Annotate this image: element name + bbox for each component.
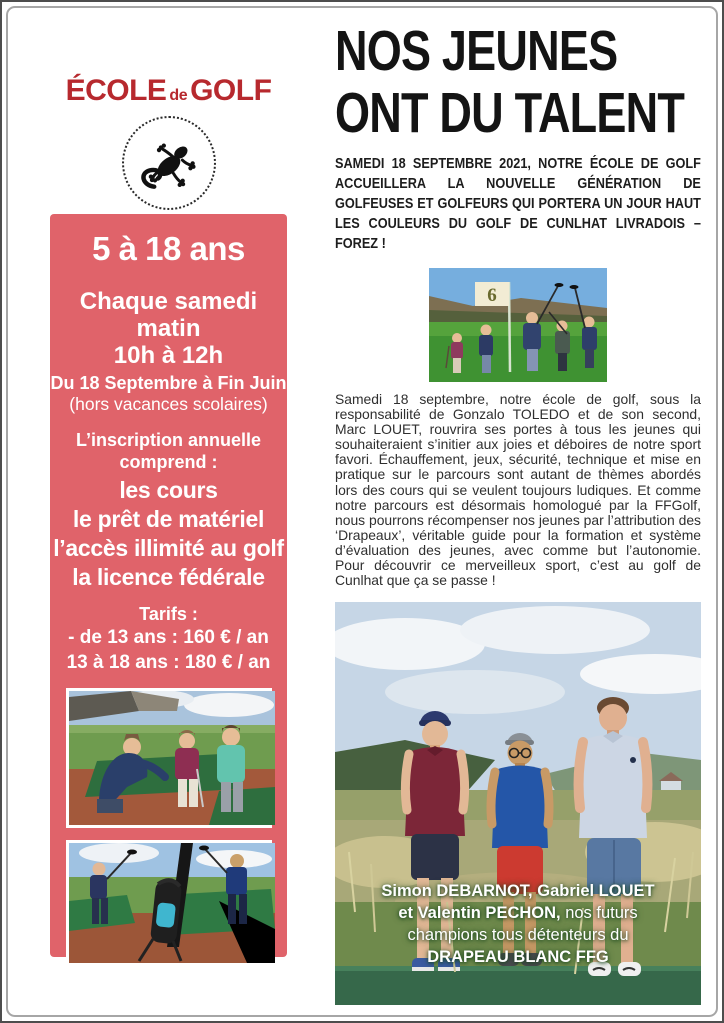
schedule-line2: 10h à 12h bbox=[113, 342, 224, 370]
logo-word-golf: GOLF bbox=[190, 74, 272, 107]
lead-date: SAMEDI 18 SEPTEMBRE 2021, bbox=[335, 155, 531, 172]
lead-paragraph bbox=[335, 154, 701, 254]
caption-text-2: nos futurs bbox=[560, 904, 638, 923]
logo-title bbox=[50, 74, 287, 108]
season-period-note: (hors vacances scolaires) bbox=[69, 394, 268, 415]
article bbox=[335, 20, 701, 1005]
headline bbox=[335, 20, 701, 144]
logo-word-de: de bbox=[169, 87, 188, 104]
photo-green-wrap bbox=[335, 268, 701, 382]
gecko-icon bbox=[122, 116, 216, 210]
inscription-line1: L’inscription annuelle bbox=[75, 430, 262, 451]
caption-line4: DRAPEAU BLANC FFG bbox=[427, 948, 609, 967]
photo-driving-range bbox=[66, 840, 272, 966]
season-period: Du 18 Septembre à Fin Juin bbox=[50, 373, 287, 394]
tarif-item: - de 13 ans : 160 € / an bbox=[68, 626, 269, 648]
caption-line1 bbox=[335, 880, 701, 902]
info-panel bbox=[50, 214, 287, 957]
tarif-item: 13 à 18 ans : 180 € / an bbox=[66, 652, 271, 674]
benefit-item: l’accès illimité au golf bbox=[53, 535, 284, 562]
photo-golf-green bbox=[429, 268, 607, 382]
benefit-item: la licence fédérale bbox=[72, 564, 265, 591]
photo-practice-kids bbox=[66, 688, 272, 828]
flag-number: 6 bbox=[487, 285, 497, 306]
caption-line3: champions tous détenteurs du bbox=[407, 926, 629, 945]
photo-caption bbox=[335, 880, 701, 968]
schedule-line1: Chaque samedi matin bbox=[79, 288, 258, 343]
school-logo bbox=[50, 74, 287, 210]
inscription-line2: comprend : bbox=[119, 452, 218, 473]
tarifs-label: Tarifs : bbox=[139, 603, 198, 624]
lead-text: NOTRE ÉCOLE DE GOLF ACCUEILLERA LA NOUVELLE GÉNÉRATION DE GOLFEUSES ET GOLFEURS QUI PORTERA UN JOUR HAUT LES COULEURS DU GOLF DE CUNLHAT LIVRADOIS – FOREZ ! bbox=[335, 155, 701, 252]
benefit-item: le prêt de matériel bbox=[72, 506, 265, 533]
inscription-intro bbox=[50, 430, 287, 474]
photo-three-champions bbox=[335, 602, 701, 1005]
schedule bbox=[50, 288, 287, 369]
headline-line1: NOS JEUNES bbox=[335, 19, 618, 83]
caption-names-2: et Valentin PECHON, bbox=[398, 904, 561, 923]
benefit-item: les cours bbox=[119, 477, 218, 504]
caption-line2 bbox=[335, 902, 701, 924]
headline-line2: ONT DU TALENT bbox=[335, 81, 685, 145]
logo-word-ecole: ÉCOLE bbox=[65, 74, 167, 107]
age-range: 5 à 18 ans bbox=[92, 230, 245, 267]
caption-names-1: Simon DEBARNOT, Gabriel LOUET bbox=[381, 882, 655, 901]
benefits-list bbox=[50, 476, 287, 592]
body-paragraph: Samedi 18 septembre, notre école de golf, sous la responsabilité de Gonzalo TOLEDO et de son second, Marc LOUET, rouvrira ses portes à tous les jeunes qui souhaiteraient s’initier aux joies et déboires de notre sport favori. Échauffement, jeux, sécurité, technique et mise en pratique sur le parcours sont autant de thèmes abordés lors des cours qui se veulent toujours ludiques. Et comme notre parcours est désormais homologué par la FFGolf, nous pourrons récompenser nos jeunes par l’attribution des ‘Drapeaux’, véritable guide pour la formation et système d’évaluation des jeunes, avec comme but l’autonomie. Pour découvrir ce merveilleux sport, c’est au golf de Cunlhat que ça se passe ! bbox=[335, 391, 701, 589]
